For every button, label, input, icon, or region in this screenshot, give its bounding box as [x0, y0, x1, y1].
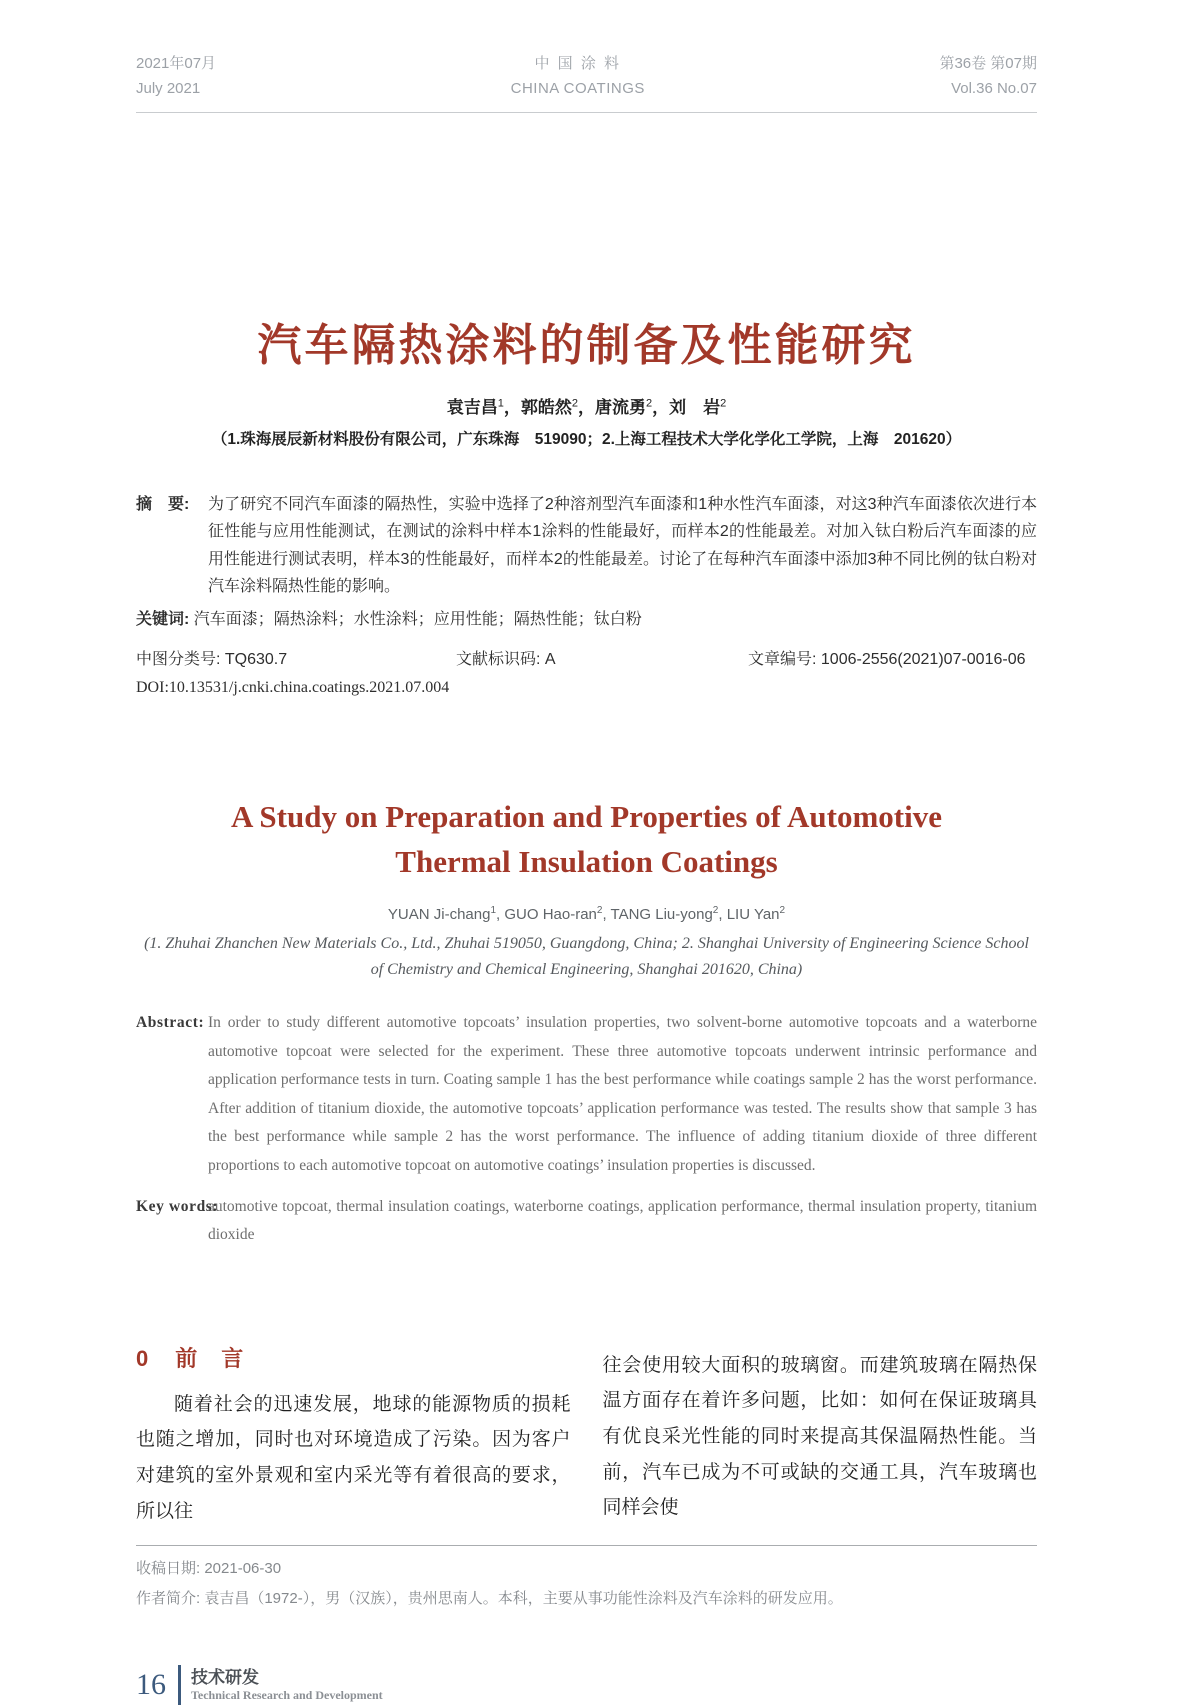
- classification-row: [136, 646, 1037, 669]
- received-date: 收稿日期: 2021-06-30: [136, 1560, 282, 1578]
- page-footer: [136, 1665, 1037, 1705]
- affiliation-zh: （1.珠海展辰新材料股份有限公司，广东珠海 519090；2.上海工程技术大学化学化工学院，上海 201620）: [211, 430, 962, 448]
- author-name-en: LIU Yan: [726, 905, 780, 923]
- author-affil-sup: 2: [646, 396, 653, 409]
- document-code: 文献标识码: A: [456, 650, 556, 668]
- body-paragraph-right: 往会使用较大面积的玻璃窗。而建筑玻璃在隔热保温方面存在着许多问题，比如：如何在保证玻璃具有优良采光性能的同时来提高其保温隔热性能。当前，汽车已成为不可或缺的交通工具，汽车玻璃也同样会使: [602, 1354, 1037, 1519]
- abstract-label-zh: 摘 要:: [136, 495, 190, 513]
- footer-column-en: Technical Research and Development: [191, 1688, 383, 1703]
- author-name-en: TANG Liu-yong: [610, 905, 713, 923]
- page-number: 16: [136, 1667, 166, 1701]
- volume-zh: 第36卷 第07期: [939, 55, 1037, 72]
- author-affil-sup: 1: [497, 396, 504, 409]
- header-date: [136, 52, 216, 102]
- body-paragraph-left: 随着社会的迅速发展，地球的能源物质的损耗也随之增加，同时也对环境造成了污染。因为客户对建筑的室外景观和室内采光等有着很高的要求，所以往: [136, 1393, 571, 1522]
- author-separator-en: ,: [496, 905, 505, 923]
- author-separator: ，: [578, 397, 595, 417]
- author-affil-sup-en: 2: [712, 904, 719, 916]
- author-separator: ，: [503, 397, 521, 417]
- author-affil-sup-en: 1: [490, 904, 497, 916]
- header-volume: [939, 52, 1037, 102]
- abstract-en: [136, 1009, 1037, 1180]
- header-journal-name: [511, 52, 645, 102]
- footer-column-label: [191, 1667, 383, 1703]
- section-title: 前 言: [175, 1345, 245, 1371]
- body-right-column: [603, 1342, 1038, 1530]
- footer-column-zh: 技术研发: [191, 1667, 259, 1687]
- footnotes: [136, 1546, 1037, 1613]
- author-separator-en: ,: [602, 905, 611, 923]
- abstract-text-en: In order to study different automotive topcoats’ insulation properties, two solvent-borne automotive topcoats and a waterborne automotive topcoat were selected for the experiment. These three automotive topcoats underwent intrinsic performance and application performance tests in turn. Coating sample 1 has the best performance while coatings sample 2 has the worst performance. After addition of titanium dioxide, the automotive topcoats’ application performance was tested. The results show that sample 3 has the best performance while sample 2 has the worst performance. The influence of adding titanium dioxide of three different proportions to each automotive topcoat on automotive coatings’ insulation properties is discussed.: [208, 1014, 1037, 1174]
- doi: DOI:10.13531/j.cnki.china.coatings.2021.07.004: [136, 678, 450, 696]
- abstract-text-zh: 为了研究不同汽车面漆的隔热性，实验中选择了2种溶剂型汽车面漆和1种水性汽车面漆，对这3种汽车面漆依次进行本征性能与应用性能测试，在测试的涂料中样本1涂料的性能最好，而样本2的性能最差。对加入钛白粉后汽车面漆的应用性能进行测试表明，样本3的性能最好，而样本2的性能最差。讨论了在每种汽车面漆中添加3种不同比例的钛白粉对汽车涂料隔热性能的影响。: [208, 495, 1037, 596]
- keywords-label-en: Key words:: [136, 1197, 219, 1215]
- journal-name-en: CHINA COATINGS: [510, 79, 645, 97]
- volume-en: Vol.36 No.07: [951, 79, 1037, 97]
- author-affil-sup: 2: [571, 396, 578, 409]
- body-left-column: [136, 1342, 571, 1530]
- author-name: 刘 岩: [669, 397, 721, 417]
- keywords-text-zh: 汽车面漆；隔热涂料；水性涂料；应用性能；隔热性能；钛白粉: [193, 610, 642, 628]
- author-name: 袁吉昌: [446, 397, 498, 417]
- author-affil-sup-en: 2: [596, 904, 603, 916]
- header-date-en: July 2021: [136, 79, 201, 97]
- keywords-text-en: automotive topcoat, thermal insulation coatings, waterborne coatings, application performance, thermal insulation property, titanium dioxide: [208, 1197, 1037, 1244]
- section-heading: [136, 1342, 571, 1373]
- author-bio: 作者简介: 袁吉昌（1972-），男（汉族），贵州思南人。本科，主要从事功能性涂料及汽车涂料的研发应用。: [136, 1589, 843, 1607]
- keywords-zh: [136, 606, 1037, 633]
- author-name: 郭皓然: [520, 397, 572, 417]
- footer-divider-bar: [178, 1665, 181, 1705]
- article-id: 文章编号: 1006-2556(2021)07-0016-06: [748, 650, 1026, 668]
- author-name-en: YUAN Ji-chang: [387, 905, 491, 923]
- keywords-en: [136, 1193, 1037, 1250]
- abstract-label-en: Abstract:: [136, 1014, 205, 1032]
- author-affil-sup-en: 2: [779, 904, 786, 916]
- section-number: 0: [136, 1345, 150, 1371]
- author-name-en: GUO Hao-ran: [504, 905, 597, 923]
- author-separator-en: ,: [718, 905, 727, 923]
- keywords-label-zh: 关键词:: [136, 610, 190, 628]
- affiliation-en: (1. Zhuhai Zhanchen New Materials Co., Ltd., Zhuhai 519050, Guangdong, China; 2. Shanghai University of Engineering Science School of Chemistry and Chemical Engineering, Shanghai 201620, China): [144, 934, 1029, 979]
- abstract-zh: [136, 491, 1037, 601]
- journal-header: [136, 0, 1037, 113]
- author-separator: ，: [652, 397, 670, 417]
- author-affil-sup: 2: [720, 396, 727, 409]
- article-title-zh: 汽车隔热涂料的制备及性能研究: [257, 320, 916, 370]
- header-date-zh: 2021年07月: [136, 55, 217, 72]
- body-columns: [136, 1342, 1037, 1530]
- article-title-en: A Study on Preparation and Properties of Automotive Thermal Insulation Coatings: [230, 798, 942, 879]
- authors-zh: [136, 393, 1037, 418]
- clc-number: 中图分类号: TQ630.7: [136, 650, 288, 668]
- authors-en: [136, 905, 1037, 923]
- journal-name-zh: 中 国 涂 料: [534, 55, 621, 72]
- author-name: 唐流勇: [595, 397, 646, 417]
